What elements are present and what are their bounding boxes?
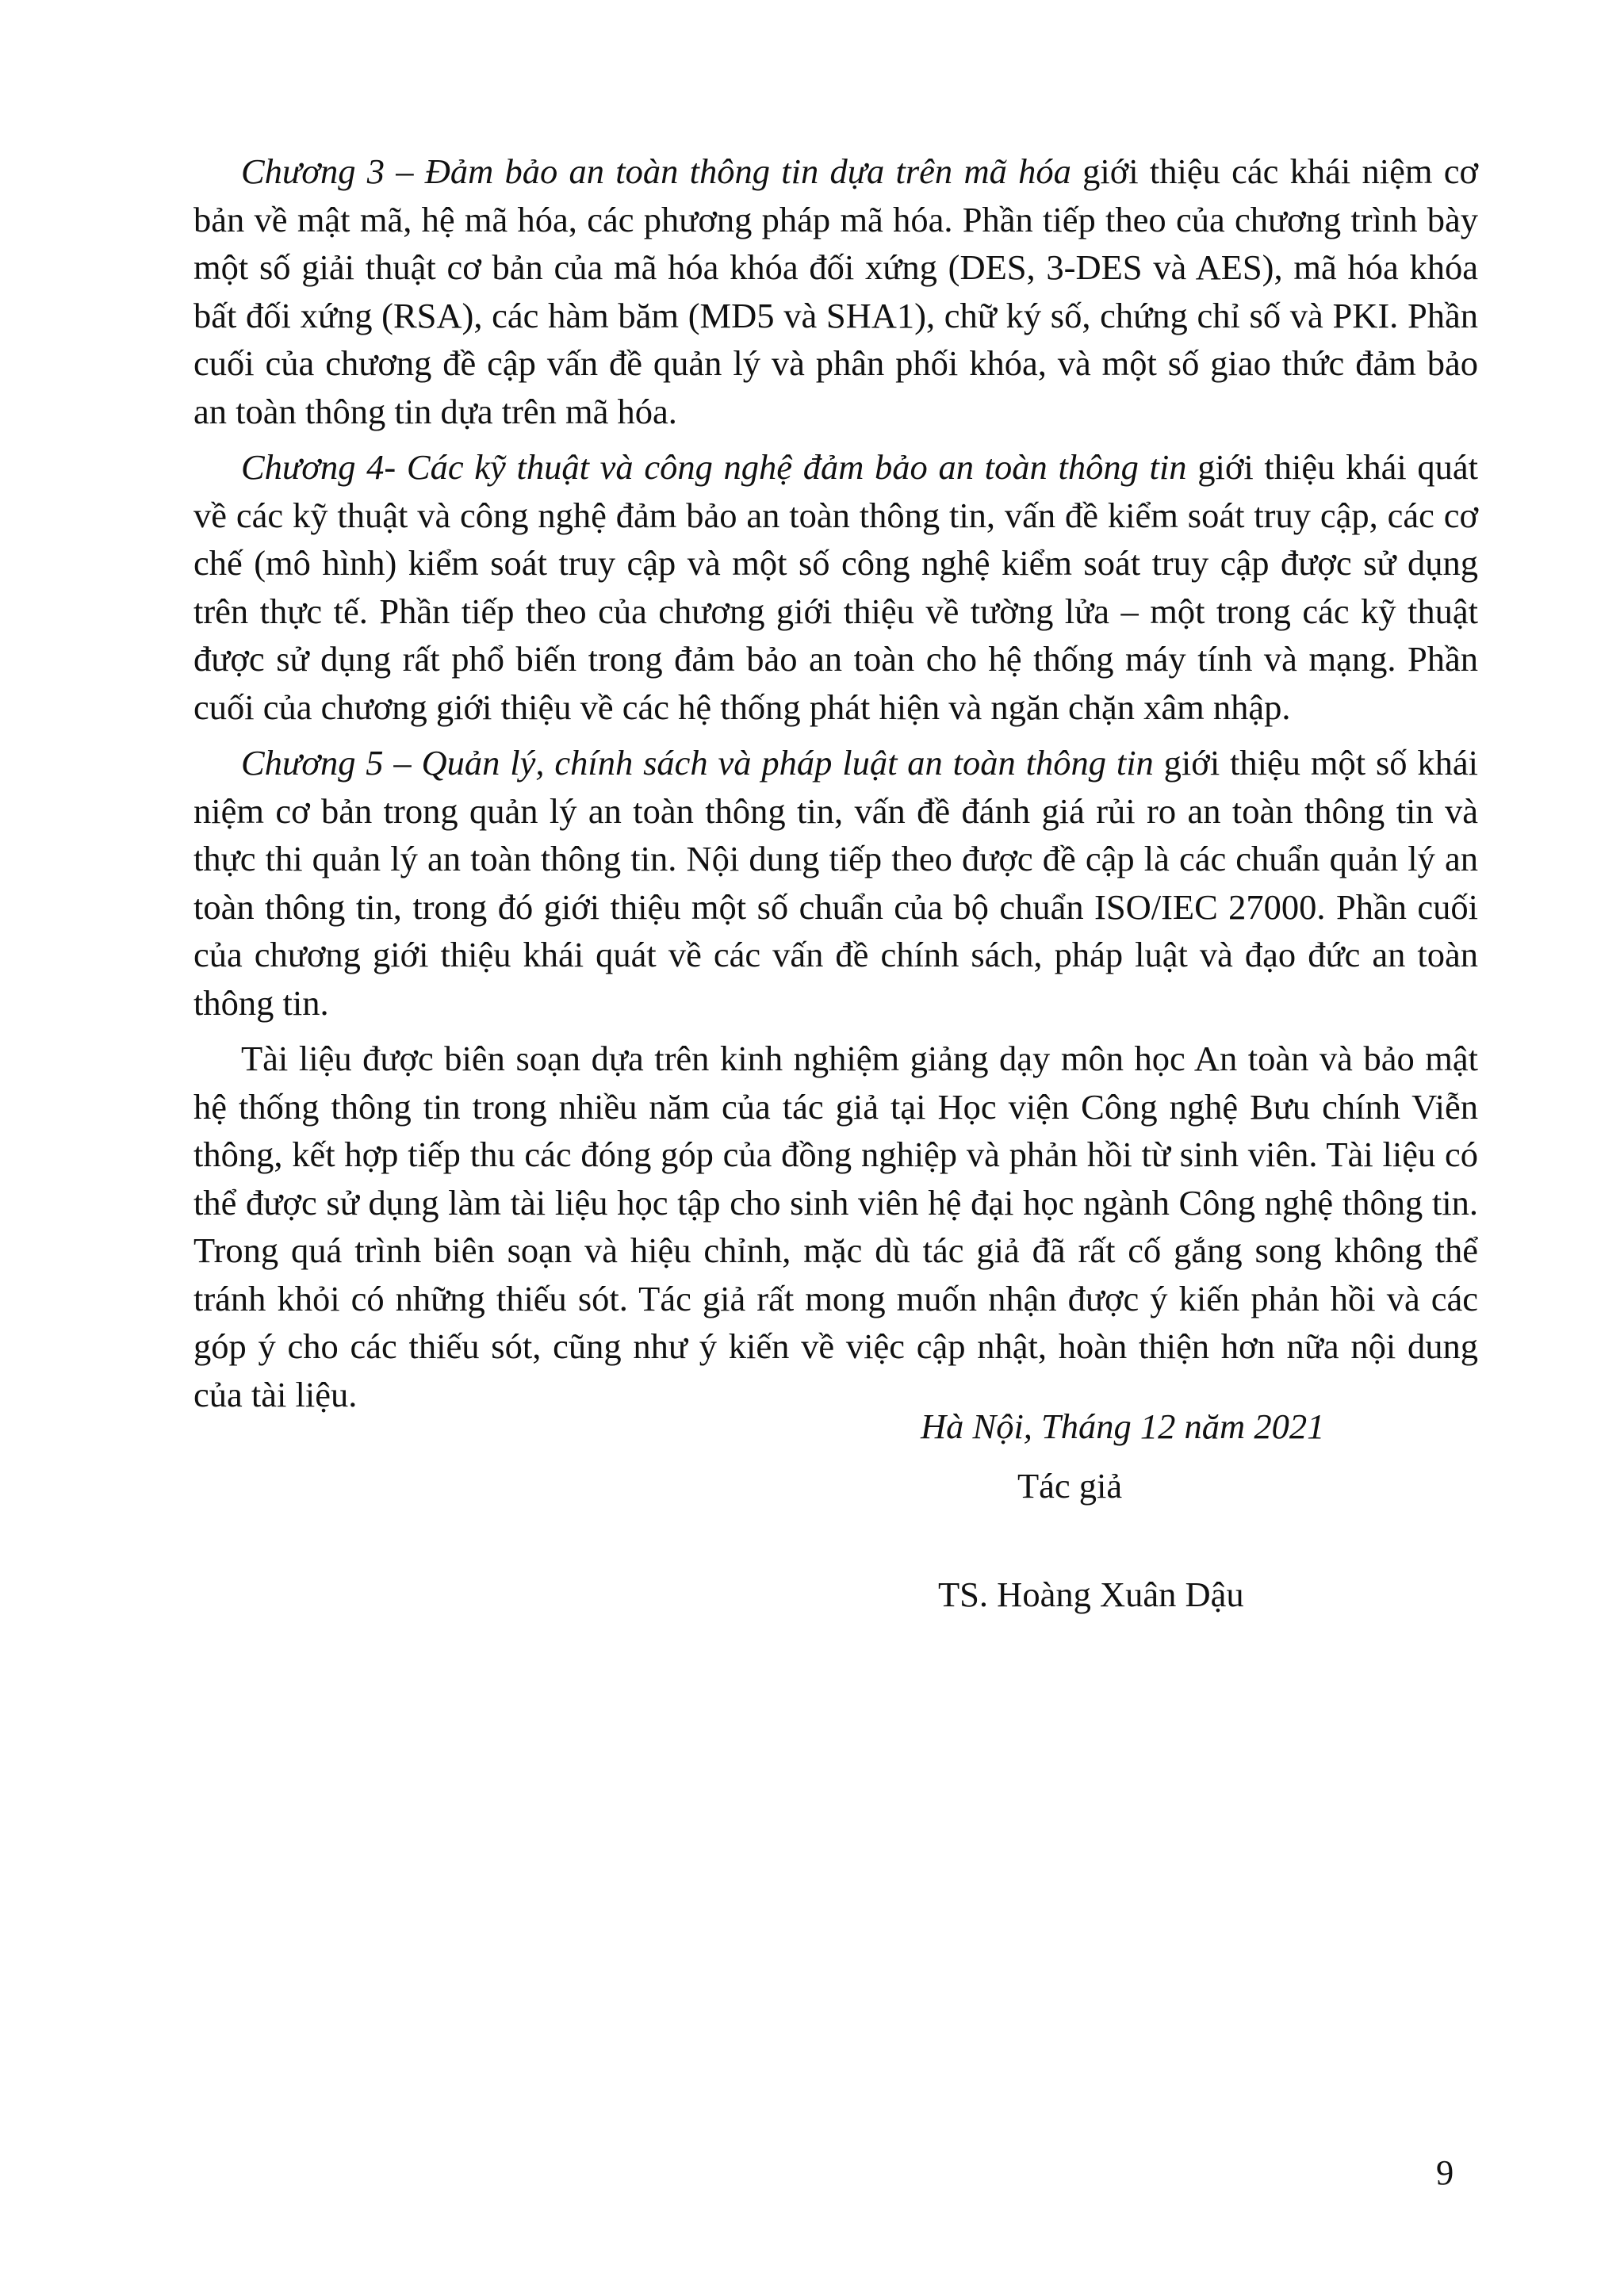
chapter-4-description: giới thiệu khái quát về các kỹ thuật và công nghệ đảm bảo an toàn thông tin, vấn đề kiểm soát truy cập, các cơ chế (mô hình) kiểm soát truy cập và một số công nghệ kiểm soát truy cập được sử dụng trên thực tế. Phần tiếp theo của chương giới thiệu về tường lửa – một trong các kỹ thuật được sử dụng rất phổ biến trong đảm bảo an toàn cho hệ thống máy tính và mạng. Phần cuối của chương giới thiệu về các hệ thống phát hiện và ngăn chặn xâm nhập. <box>193 447 1478 727</box>
chapter-3-description: giới thiệu các khái niệm cơ bản về mật mã, hệ mã hóa, các phương pháp mã hóa. Phần tiếp theo của chương trình bày một số giải thuật cơ bản của mã hóa khóa đối xứng (DES, 3-DES và AES), mã hóa khóa bất đối xứng (RSA), các hàm băm (MD5 và SHA1), chữ ký số, chứng chỉ số và PKI. Phần cuối của chương đề cập vấn đề quản lý và phân phối khóa, và một số giao thức đảm bảo an toàn thông tin dựa trên mã hóa. <box>193 151 1478 431</box>
chapter-3-title: Chương 3 – Đảm bảo an toàn thông tin dựa trên mã hóa <box>241 151 1071 191</box>
paragraph-chapter-4 <box>193 443 1478 731</box>
chapter-5-title: Chương 5 – Quản lý, chính sách và pháp luật an toàn thông tin <box>241 743 1154 783</box>
paragraph-about-document <box>193 1035 1478 1418</box>
signature-place-date: Hà Nội, Tháng 12 năm 2021 <box>921 1406 1325 1446</box>
paragraph-chapter-5 <box>193 739 1478 1027</box>
chapter-5-description: giới thiệu một số khái niệm cơ bản trong quản lý an toàn thông tin, vấn đề đánh giá rủi ro an toàn thông tin và thực thi quản lý an toàn thông tin. Nội dung tiếp theo được đề cập là các chuẩn quản lý an toàn thông tin, trong đó giới thiệu một số chuẩn của bộ chuẩn ISO/IEC 27000. Phần cuối của chương giới thiệu khái quát về các vấn đề chính sách, pháp luật và đạo đức an toàn thông tin. <box>193 743 1478 1023</box>
paragraph-chapter-3 <box>193 147 1478 435</box>
chapter-4-title: Chương 4- Các kỹ thuật và công nghệ đảm bảo an toàn thông tin <box>241 447 1187 487</box>
signature-role: Tác giả <box>1017 1466 1123 1506</box>
about-document-text: Tài liệu được biên soạn dựa trên kinh nghiệm giảng dạy môn học An toàn và bảo mật hệ thống thông tin trong nhiều năm của tác giả tại Học viện Công nghệ Bưu chính Viễn thông, kết hợp tiếp thu các đóng góp của đồng nghiệp và phản hồi từ sinh viên. Tài liệu có thể được sử dụng làm tài liệu học tập cho sinh viên hệ đại học ngành Công nghệ thông tin. Trong quá trình biên soạn và hiệu chỉnh, mặc dù tác giả đã rất cố gắng song không thể tránh khỏi có những thiếu sót. Tác giả rất mong muốn nhận được ý kiến phản hồi và các góp ý cho các thiếu sót, cũng như ý kiến về việc cập nhật, hoàn thiện hơn nữa nội dung của tài liệu. <box>193 1039 1478 1414</box>
document-body <box>193 147 1478 1426</box>
page-number: 9 <box>1436 2152 1454 2192</box>
signature-name: TS. Hoàng Xuân Dậu <box>938 1575 1244 1614</box>
